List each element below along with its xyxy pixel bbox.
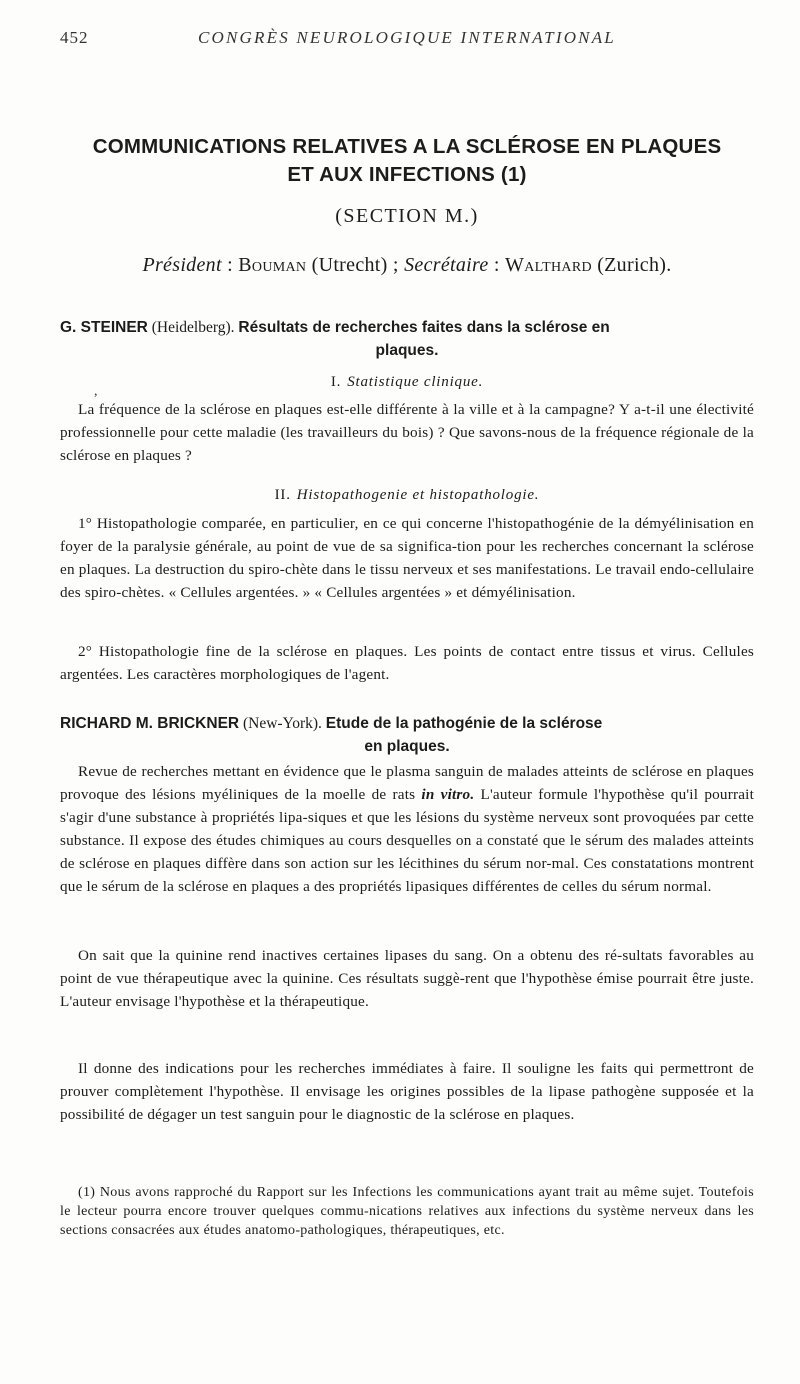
section-title-line1: COMMUNICATIONS RELATIVES A LA SCLÉROSE EN PLAQUES: [92, 135, 722, 158]
paragraph: On sait que la quinine rend inactives certaines lipases du sang. On a obtenu des ré-sultats favorables au point de vue thérapeutique avec la quinine. Ces résultats suggè-rent que l'hypothèse émise pourrait être juste. L'auteur envisage l'hypothèse et la thérapeutique.: [60, 947, 754, 1010]
paragraph: 1° Histopathologie comparée, en particulier, en ce qui concerne l'histopathogénie de la démyélinisation en foyer de la paralysie générale, au point de vue de sa significa-tion pour les recherches concernant la sclérose en plaques. La destruction du spiro-chète dans le tissu nerveux et ses manifestations. Le travail endo-cellulaire des spiro-chètes. « Cellules argentées. » « Cellules argentées » et démyélinisation.: [60, 515, 754, 601]
communication-heading-steiner: [60, 316, 754, 362]
section-title-line2: ET AUX INFECTIONS (1): [287, 163, 527, 186]
author-name: RICHARD M. BRICKNER: [60, 715, 240, 732]
communication-title-cont: plaques.: [375, 342, 439, 359]
paragraph: La fréquence de la sclérose en plaques est-elle différente à la ville et à la campagne? Y a-t-il une électivité professionnelle pour cette maladie (les travailleurs du bois) ? Que savons-nous de la fréquence régionale de la sclérose en plaques ?: [60, 401, 754, 464]
subsection-heading: II. Histopathogenie et histopathologie.: [274, 487, 540, 503]
communication-title: Résultats de recherches faites dans la sclérose en: [238, 319, 610, 336]
section-label: (SECTION M.): [335, 205, 479, 227]
section-title: [60, 133, 754, 189]
italic-term: in vitro.: [421, 786, 475, 803]
president-city: (Utrecht) ;: [311, 254, 399, 276]
author-affiliation: (Heidelberg).: [151, 319, 235, 336]
paragraph: Revue de recherches mettant en évidence que le plasma sanguin de malades atteints de sclérose en plaques provoque des lésions myéliniques de la moelle de rats in vitro. L'auteur formule l'hypothèse qu'il pourrait s'agir d'une substance à propriétés lipa-siques et que les lésions du système nerveux sont provoquées par cette substance. Il expose des études chimiques au cours desquelles on a constaté que le sérum des malades atteints de sclérose en plaques diffère dans son action sur les lécithines du sérum nor-mal. Ces constatations montrent que le sérum de la sclérose en plaques a des propriétés lipasiques différentes de celles du sérum normal.: [60, 763, 754, 895]
author-name: G. STEINER: [60, 319, 148, 336]
page-number: 452: [60, 28, 89, 47]
communication-title-cont: en plaques.: [364, 738, 450, 755]
running-head: [60, 28, 754, 52]
paragraph: 2° Histopathologie fine de la sclérose en plaques. Les points de contact entre tissus et virus. Cellules argentées. Les caractères morphologiques de l'agent.: [60, 643, 754, 683]
secretary-name: Walthard: [505, 254, 592, 276]
margin-mark: ,: [94, 384, 98, 399]
communication-title: Etude de la pathogénie de la sclérose: [325, 715, 603, 732]
communication-heading-brickner: [60, 712, 754, 758]
document-page: [60, 0, 754, 1384]
author-affiliation: (New-York).: [242, 715, 322, 732]
secretary-city: (Zurich).: [597, 254, 672, 276]
footnote: (1) Nous avons rapproché du Rapport sur les Infections les communications ayant trait au même sujet. Toutefois le lecteur pourra encore trouver quelques commu-nications relatives aux infections du système nerveux dans les sections consacrées aux études anatomo-pathologiques, thérapeutiques, etc.: [60, 1185, 754, 1238]
subsection-heading: I. Statistique clinique.: [330, 374, 484, 390]
section-officers: Président : Bouman (Utrecht) ; Secrétaire : Walthard (Zurich).: [142, 254, 672, 276]
president-name: Bouman: [238, 254, 307, 276]
president-label: Président: [142, 254, 222, 276]
journal-title: CONGRÈS NEUROLOGIQUE INTERNATIONAL: [198, 28, 616, 47]
secretary-label: Secrétaire: [404, 254, 489, 276]
paragraph: Il donne des indications pour les recherches immédiates à faire. Il souligne les faits qui permettront de prouver complètement l'hypothèse. Il envisage les origines possibles de la lipase pathogène supposée et la possibilité de dégager un test sanguin pour le diagnostic de la sclérose en plaques.: [60, 1060, 754, 1123]
